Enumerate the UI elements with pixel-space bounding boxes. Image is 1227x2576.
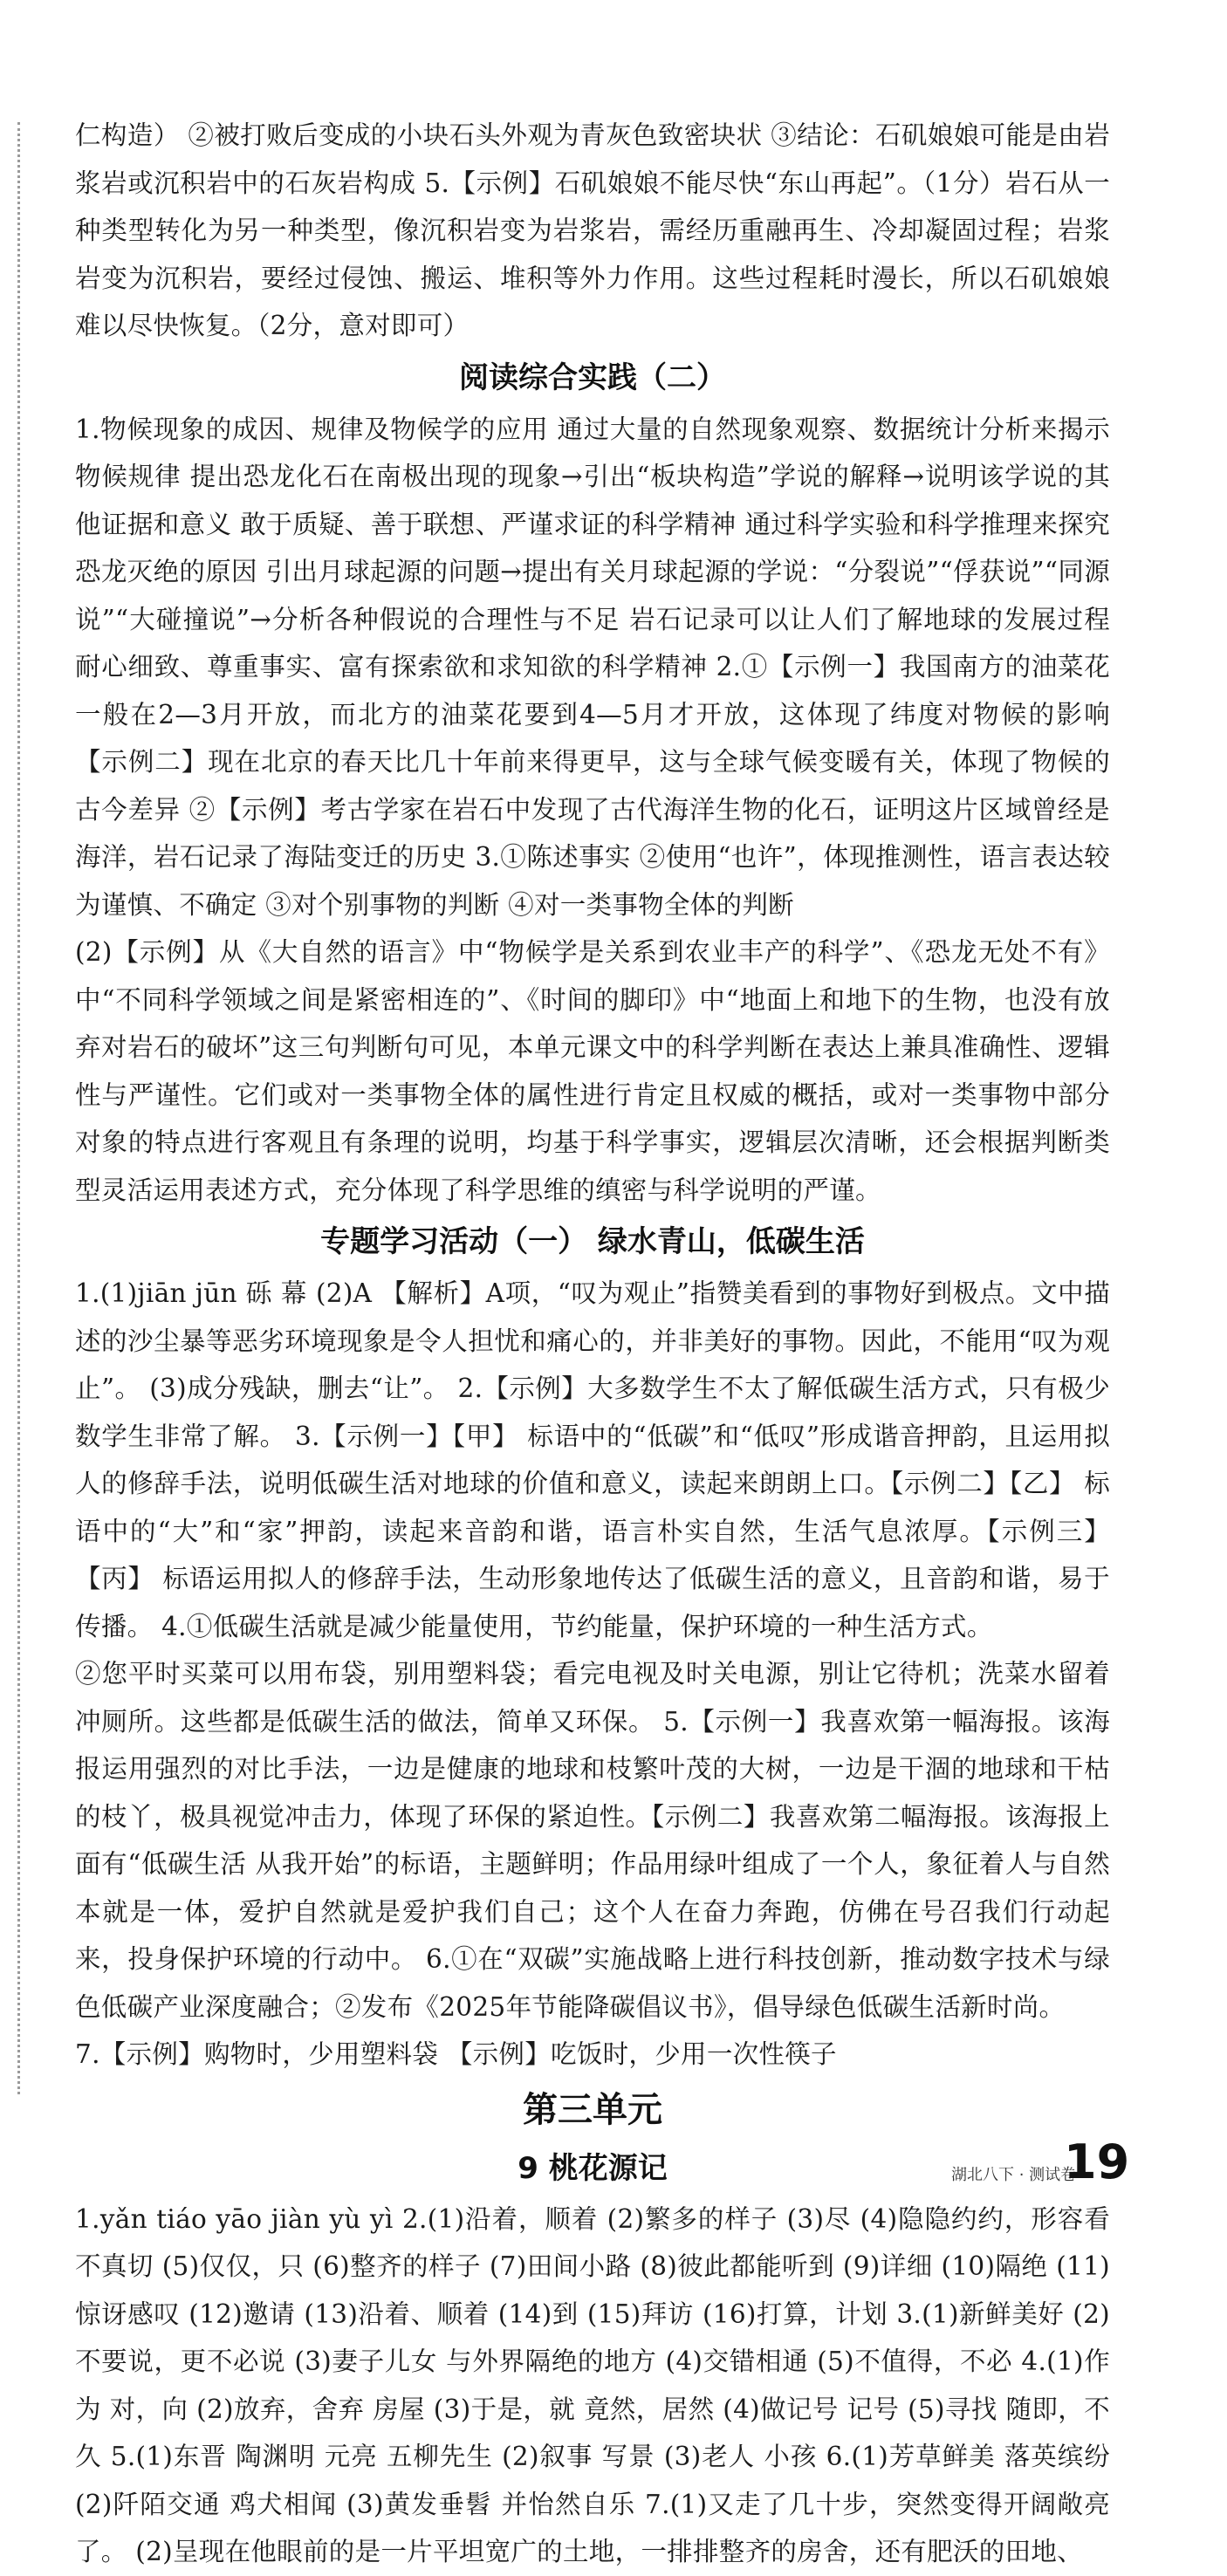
low-carbon-answers-part-2: ②您平时买菜可以用布袋，别用塑料袋；看完电视及时关电源，别让它待机；洗菜水留着冲厕所。这些都是低碳生活的做法，简单又环保。 5.【示例一】我喜欢第一幅海报。该海报运用强烈的对比手法，一边是健康的地球和枝繁叶茂的大树，一边是干涸的地球和干枯的枝丫，极具视觉冲击力，体现了环保的紧迫性。【示例二】我喜欢第二幅海报。该海报上面有“低碳生活 从我开始”的标语，主题鲜明；作品用绿叶组成了一个人，象征着人与自然本就是一体，爱护自然就是爱护我们自己；这个人在奋力奔跑，仿佛在号召我们行动起来，投身保护环境的行动中。 6.①在“双碳”实施战略上进行科技创新，推动数字技术与绿色低碳产业深度融合；②发布《2025年节能降碳倡议书》，倡导绿色低碳生活新时尚。 — [75, 1659, 1110, 2022]
binding-margin-dots — [17, 122, 20, 2094]
reading-practice-answers: 1.物候现象的成因、规律及物候学的应用 通过大量的自然现象观察、数据统计分析来揭示物候规律 提出恐龙化石在南极出现的现象→引出“板块构造”学说的解释→说明该学说的其他证据和意义 敢于质疑、善于联想、严谨求证的科学精神 通过科学实验和科学推理来探究恐龙灭绝的原因 引出月球起源的问题→提出有关月球起源的学说：“分裂说”“俘获说”“同源说”“大碰撞说”→分析各种假说的合理性与不足 岩石记录可以让人们了解地球的发展过程 耐心细致、尊重事实、富有探索欲和求知欲的科学精神 2.①【示例一】我国南方的油菜花一般在2—3月开放，而北方的油菜花要到4—5月才开放，这体现了纬度对物候的影响 【示例二】现在北京的春天比几十年前来得更早，这与全球气候变暖有关，体现了物候的古今差异 ②【示例】考古学家在岩石中发现了古代海洋生物的化石，证明这片区域曾经是海洋，岩石记录了海陆变迁的历史 3.①陈述事实 ②使用“也许”，体现推测性，语言表达较为谨慎、不确定 ③对个别事物的判断 ④对一类事物全体的判断 — [75, 414, 1110, 920]
low-carbon-answers: 1.(1)jiān jūn 砾 幕 (2)A 【解析】A项，“叹为观止”指赞美看到的事物好到极点。文中描述的沙尘暴等恶劣环境现象是令人担忧和痛心的，并非美好的事物。因此，不能用“叹为观止”。 (3)成分残缺，删去“让”。 2.【示例】大多数学生不太了解低碳生活方式，只有极少数学生非常了解。 3.【示例一】【甲】 标语中的“低碳”和“低叹”形成谐音押韵，且运用拟人的修辞手法，说明低碳生活对地球的价值和意义，读起来朗朗上口。【示例二】【乙】 标语中的“大”和“家”押韵，读起来音韵和谐，语言朴实自然，生活气息浓厚。【示例三】【丙】 标语运用拟人的修辞手法，生动形象地传达了低碳生活的意义，且音韵和谐，易于传播。 4.①低碳生活就是减少能量使用，节约能量，保护环境的一种生活方式。 — [75, 1278, 1110, 1641]
footer-label: 湖北八下 · 测试卷 — [951, 2166, 1077, 2184]
section-heading-reading-practice-2: 阅读综合实践（二） — [459, 360, 726, 395]
unit-heading: 第三单元 — [523, 2089, 662, 2130]
reading-practice-answers-part-2: (2)【示例】从《大自然的语言》中“物候学是关系到农业丰产的科学”、《恐龙无处不有》中“不同科学领域之间是紧密相连的”、《时间的脚印》中“地面上和地下的生物，也没有放弃对岩石的破坏”这三句判断句可见，本单元课文中的科学判断在表达上兼具准确性、逻辑性与严谨性。它们或对一类事物全体的属性进行肯定且权威的概括，或对一类事物中部分对象的特点进行客观且有条理的说明，均基于科学事实，逻辑层次清晰，还会根据判断类型灵活运用表述方式，充分体现了科学思维的缜密与科学说明的严谨。 — [75, 937, 1110, 1205]
lesson-answers: 1.yǎn tiáo yāo jiàn yù yì 2.(1)沿着，顺着 (2)繁多的样子 (3)尽 (4)隐隐约约，形容看不真切 (5)仅仅，只 (6)整齐的样子 (7)田间小路 (8)彼此都能听到 (9)详细 (10)隔绝 (11)惊讶感叹 (12)邀请 (13)沿着、顺着 (14)到 (15)拜访 (16)打算，计划 3.(1)新鲜美好 (2)不要说，更不必说 (3)妻子儿女 与外界隔绝的地方 (4)交错相通 (5)不值得，不必 4.(1)作为 对，向 (2)放弃，舍弃 房屋 (3)于是，就 竟然，居然 (4)做记号 记号 (5)寻找 随即，不久 5.(1)东晋 陶渊明 元亮 五柳先生 (2)叙事 写景 (3)老人 小孩 6.(1)芳草鲜美 落英缤纷 (2)阡陌交通 鸡犬相闻 (3)黄发垂髫 并怡然自乐 7.(1)又走了几十步，突然变得开阔敞亮了。 (2)呈现在他眼前的是一片平坦宽广的土地，一排排整齐的房舍，还有肥沃的田地、 — [75, 2203, 1110, 2566]
continued-answer-paragraph: 仁构造） ②被打败后变成的小块石头外观为青灰色致密块状 ③结论：石矶娘娘可能是由岩浆岩或沉积岩中的石灰岩构成 5.【示例】石矶娘娘不能尽快“东山再起”。（1分）岩石从一种类型转化为另一种类型，像沉积岩变为岩浆岩，需经历重融再生、冷却凝固过程；岩浆岩变为沉积岩，要经过侵蚀、搬运、堆积等外力作用。这些过程耗时漫长，所以石矶娘娘难以尽快恢复。（2分，意对即可） — [75, 120, 1110, 340]
low-carbon-answers-part-3: 7.【示例】购物时，少用塑料袋 【示例】吃饭时，少用一次性筷子 — [75, 2039, 837, 2069]
page-number: 19 — [1064, 2134, 1130, 2189]
answer-page — [75, 112, 1110, 2576]
section-heading-low-carbon: 专题学习活动（一） 绿水青山，低碳生活 — [320, 1224, 865, 1259]
lesson-heading: 9 桃花源记 — [518, 2150, 668, 2186]
